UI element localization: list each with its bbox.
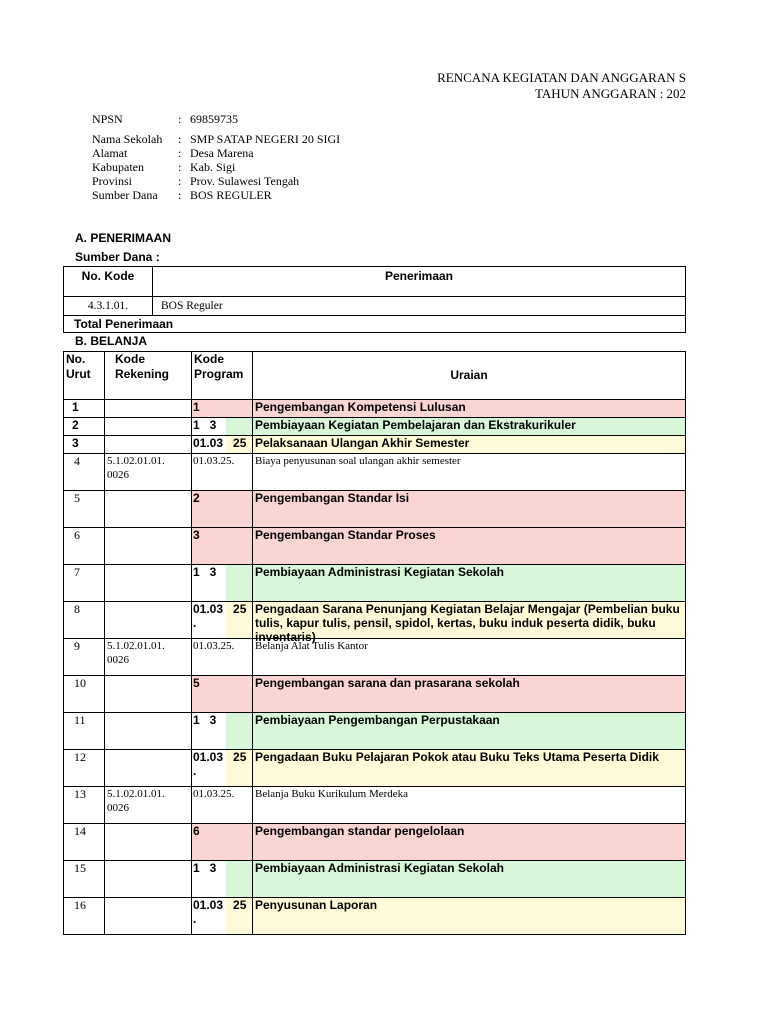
info-value: Desa Marena: [190, 146, 254, 160]
cell-uraian: [253, 602, 686, 644]
cell-kode-rekening: [105, 528, 192, 565]
cell-kode-program: 01.03.25.: [192, 787, 253, 824]
cell-no-urut: 16: [64, 898, 105, 935]
cell-kode-program: [192, 602, 253, 639]
cell-no-urut: 7: [64, 565, 105, 602]
info-value: Kab. Sigi: [190, 160, 236, 174]
cell-kode-program: 01.03.25.: [192, 639, 253, 676]
table-row: [64, 713, 686, 750]
program-code-text: 1 3: [193, 418, 217, 432]
table-row: [64, 454, 686, 491]
penerimaan-kode: 4.3.1.01.: [64, 297, 153, 316]
header-line: Program: [194, 367, 244, 381]
header-line: Kode: [115, 352, 145, 366]
cell-uraian: Pembiayaan Administrasi Kegiatan Sekolah: [253, 565, 686, 602]
info-label: Nama Sekolah: [92, 132, 163, 146]
cell-kode-program: [192, 436, 253, 454]
cell-uraian: Pengadaan Buku Pelajaran Pokok atau Buku Teks Utama Peserta Didik: [253, 750, 686, 787]
cell-kode-program: [192, 400, 253, 418]
cell-kode-program: [192, 898, 253, 935]
info-colon: :: [178, 112, 182, 126]
table-row: [64, 436, 686, 454]
cell-uraian: Pengembangan Standar Isi: [253, 491, 686, 528]
table-header-row: [64, 352, 686, 400]
belanja-body: [64, 400, 686, 935]
table-row: [64, 297, 686, 316]
table-row: [64, 676, 686, 713]
cell-no-urut: 13: [64, 787, 105, 824]
cell-kode-rekening: 5.1.02.01.01. 0026: [105, 454, 192, 491]
table-row: [64, 639, 686, 676]
program-code-text: 1: [193, 400, 200, 414]
cell-uraian: Pengembangan Standar Proses: [253, 528, 686, 565]
section-heading-penerimaan: A. PENERIMAAN: [75, 231, 172, 245]
info-label: NPSN: [92, 112, 123, 126]
cell-kode-program: [192, 676, 253, 713]
info-value: BOS REGULER: [190, 188, 272, 202]
cell-no-urut: 8: [64, 602, 105, 639]
cell-kode-rekening: [105, 602, 192, 639]
info-value: SMP SATAP NEGERI 20 SIGI: [190, 132, 341, 146]
table-row: [64, 400, 686, 418]
table-row: [64, 528, 686, 565]
cell-no-urut: 12: [64, 750, 105, 787]
cell-no-urut: 5: [64, 491, 105, 528]
info-value: 69859735: [190, 112, 238, 126]
info-colon: :: [178, 188, 182, 202]
total-penerimaan-label: Total Penerimaan: [64, 316, 686, 333]
info-colon: :: [178, 174, 182, 188]
program-code-text: 5: [193, 676, 200, 690]
cell-kode-rekening: [105, 824, 192, 861]
cell-no-urut: 14: [64, 824, 105, 861]
program-code-text: 3: [193, 528, 200, 542]
header-line: Rekening: [115, 367, 170, 381]
table-row: [64, 824, 686, 861]
column-header-penerimaan: Penerimaan: [153, 267, 686, 297]
cell-kode-rekening: 5.1.02.01.01. 0026: [105, 639, 192, 676]
sumber-dana-label: Sumber Dana :: [75, 250, 160, 264]
cell-uraian: Belanja Alat Tulis Kantor: [253, 639, 686, 676]
info-value: Prov. Sulawesi Tengah: [190, 174, 300, 188]
cell-uraian: Pembiayaan Pengembangan Perpustakaan: [253, 713, 686, 750]
cell-uraian: Penyusunan Laporan: [253, 898, 686, 935]
column-header-kode-program: [192, 352, 253, 400]
cell-kode-rekening: [105, 400, 192, 418]
cell-kode-program: [192, 565, 253, 602]
program-code-text: 01.03 25 .: [193, 898, 247, 926]
table-row: [64, 787, 686, 824]
penerimaan-table: [63, 266, 686, 333]
cell-kode-program: [192, 713, 253, 750]
cell-kode-rekening: [105, 898, 192, 935]
info-label: Sumber Dana: [92, 188, 158, 202]
table-row: [64, 898, 686, 935]
total-row: [64, 316, 686, 333]
cell-kode-program: [192, 824, 253, 861]
cell-no-urut: 9: [64, 639, 105, 676]
cell-kode-program: [192, 528, 253, 565]
info-label: Provinsi: [92, 174, 133, 188]
cell-uraian: Pembiayaan Kegiatan Pembelajaran dan Ekstrakurikuler: [253, 418, 686, 436]
info-colon: :: [178, 132, 182, 146]
cell-kode-program: [192, 861, 253, 898]
column-header-no-urut: [64, 352, 105, 400]
table-row: [64, 861, 686, 898]
cell-kode-program: 01.03.25.: [192, 454, 253, 491]
program-code-text: 1 3: [193, 565, 217, 579]
cell-kode-rekening: [105, 750, 192, 787]
program-code-text: 1 3: [193, 713, 217, 727]
program-code-text: 01.03 25 .: [193, 602, 247, 630]
cell-uraian: Biaya penyusunan soal ulangan akhir semester: [253, 454, 686, 491]
program-code-text: 2: [193, 491, 200, 505]
section-heading-belanja: B. BELANJA: [75, 334, 148, 348]
cell-uraian: Pengembangan standar pengelolaan: [253, 824, 686, 861]
cell-kode-rekening: [105, 565, 192, 602]
cell-no-urut: 15: [64, 861, 105, 898]
column-header-kode: No. Kode: [64, 267, 153, 297]
header-line: No.: [66, 352, 86, 366]
header-line: Kode: [194, 352, 224, 366]
cell-uraian: Belanja Buku Kurikulum Merdeka: [253, 787, 686, 824]
belanja-table: [63, 351, 686, 935]
cell-kode-rekening: [105, 418, 192, 436]
column-header-uraian: Uraian: [253, 352, 686, 400]
penerimaan-name: BOS Reguler: [153, 297, 686, 316]
cell-no-urut: 4: [64, 454, 105, 491]
cell-kode-rekening: 5.1.02.01.01. 0026: [105, 787, 192, 824]
program-code-text: 01.03 25 .: [193, 750, 247, 778]
table-row: [64, 491, 686, 528]
header-line: Urut: [66, 367, 91, 381]
document-title: RENCANA KEGIATAN DAN ANGGARAN S: [437, 70, 686, 85]
table-row: [64, 602, 686, 639]
cell-no-urut: 11: [64, 713, 105, 750]
cell-no-urut: 6: [64, 528, 105, 565]
cell-no-urut: 3: [64, 436, 105, 454]
cell-kode-rekening: [105, 861, 192, 898]
table-header-row: [64, 267, 686, 297]
info-colon: :: [178, 160, 182, 174]
cell-no-urut: 2: [64, 418, 105, 436]
document-subtitle-year: TAHUN ANGGARAN : 202: [535, 86, 686, 101]
cell-uraian: Pengembangan sarana dan prasarana sekolah: [253, 676, 686, 713]
program-code-text: 6: [193, 824, 200, 838]
cell-uraian: Pelaksanaan Ulangan Akhir Semester: [253, 436, 686, 454]
cell-kode-rekening: [105, 713, 192, 750]
cell-kode-rekening: [105, 491, 192, 528]
info-label: Kabupaten: [92, 160, 144, 174]
info-colon: :: [178, 146, 182, 160]
cell-uraian: Pengembangan Kompetensi Lulusan: [253, 400, 686, 418]
cell-kode-program: [192, 750, 253, 787]
uraian-text: Pengadaan Sarana Penunjang Kegiatan Belajar Mengajar (Pembelian buku tulis, kapur tulis, pensil, spidol, kertas, buku induk peserta didik, buku inventaris): [255, 602, 680, 644]
table-row: [64, 565, 686, 602]
cell-kode-program: [192, 491, 253, 528]
column-header-kode-rekening: [105, 352, 192, 400]
cell-uraian: Pembiayaan Administrasi Kegiatan Sekolah: [253, 861, 686, 898]
cell-no-urut: 1: [64, 400, 105, 418]
cell-kode-program: [192, 418, 253, 436]
table-row: [64, 750, 686, 787]
info-label: Alamat: [92, 146, 128, 160]
table-row: [64, 418, 686, 436]
program-code-text: 01.03 25: [193, 436, 247, 450]
cell-kode-rekening: [105, 436, 192, 454]
cell-no-urut: 10: [64, 676, 105, 713]
program-code-text: 1 3: [193, 861, 217, 875]
cell-kode-rekening: [105, 676, 192, 713]
